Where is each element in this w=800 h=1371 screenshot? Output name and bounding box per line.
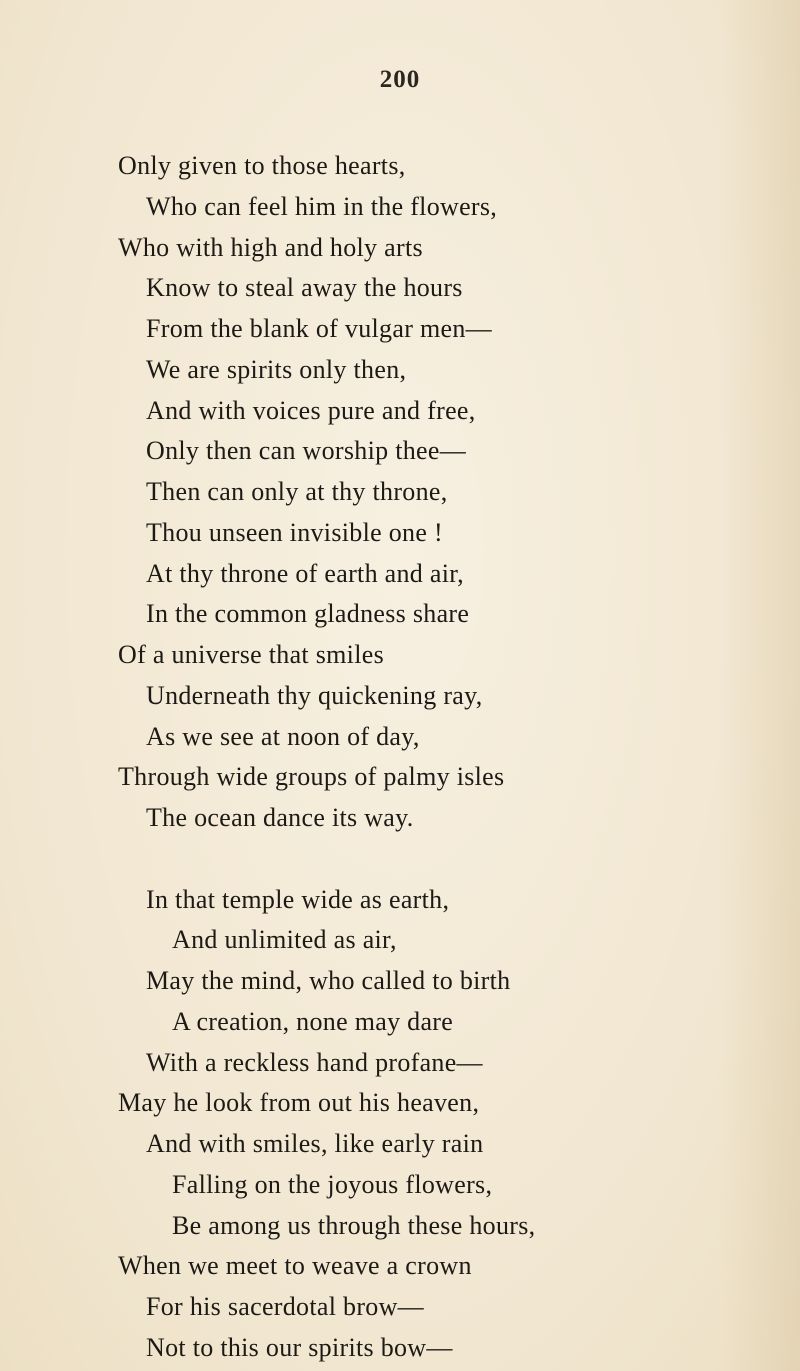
poem-line: Through wide groups of palmy isles	[118, 762, 505, 791]
poem-line: Be among us through these hours,	[172, 1211, 536, 1240]
poem-line: In that temple wide as earth,	[146, 885, 450, 914]
poem-line: And unlimited as air,	[172, 925, 397, 954]
poem-line: Falling on the joyous flowers,	[172, 1170, 493, 1199]
poem-line: Who with high and holy arts	[118, 233, 423, 262]
poem-line: Who can feel him in the flowers,	[146, 192, 498, 221]
poem-line: Thou unseen invisible one !	[146, 518, 443, 547]
poem-line: The ocean dance its way.	[146, 803, 414, 832]
poem-line: From the blank of vulgar men—	[146, 314, 492, 343]
poem-line: At thy throne of earth and air,	[146, 559, 464, 588]
poem-line: Then can only at thy throne,	[146, 477, 448, 506]
page-number: 200	[379, 66, 421, 93]
poem-line: Only given to those hearts,	[118, 151, 406, 180]
poem-line: For his sacerdotal brow—	[146, 1292, 424, 1321]
poem-line: And with smiles, like early rain	[146, 1129, 484, 1158]
poem-line: Not to this our spirits bow—	[146, 1333, 453, 1362]
poem-line: As we see at noon of day,	[146, 722, 420, 751]
poem-line: Only then can worship thee—	[146, 436, 467, 465]
poem-line: May he look from out his heaven,	[118, 1088, 480, 1117]
poem-line: Underneath thy quickening ray,	[146, 681, 483, 710]
poem-line: When we meet to weave a crown	[118, 1251, 472, 1280]
poem-line: We are spirits only then,	[146, 355, 407, 384]
poem-line: And with voices pure and free,	[146, 396, 476, 425]
poem-line: Know to steal away the hours	[146, 273, 463, 302]
poem-line: With a reckless hand profane—	[146, 1048, 483, 1077]
poem-line: Of a universe that smiles	[118, 640, 384, 669]
poem-line: In the common gladness share	[146, 599, 470, 628]
poem-line: A creation, none may dare	[172, 1007, 454, 1036]
poem-line: May the mind, who called to birth	[146, 966, 511, 995]
